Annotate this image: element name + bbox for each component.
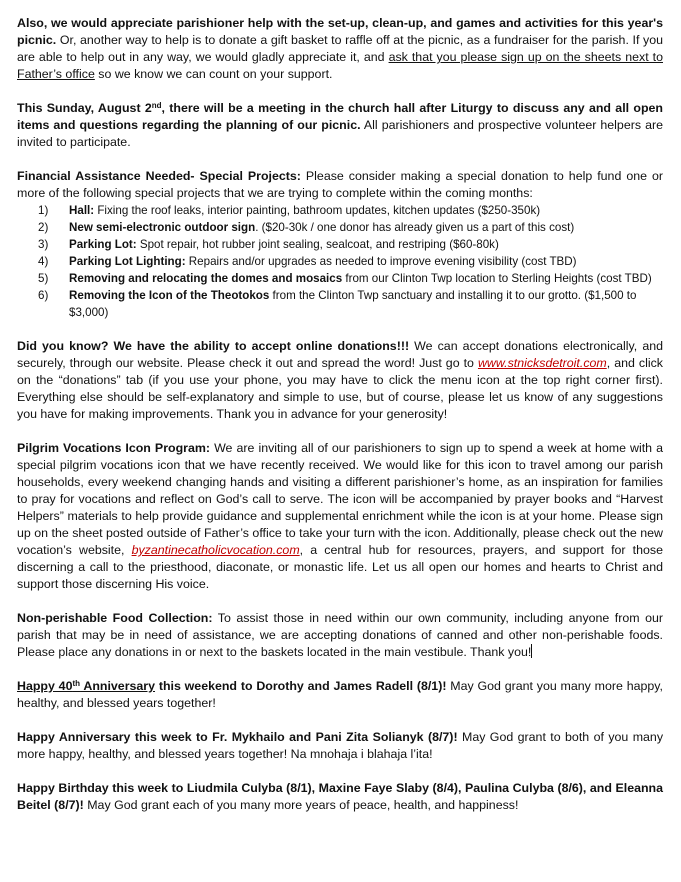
list-item: 4) Parking Lot Lighting: Repairs and/or upgrades as needed to improve evening visibility (cost TBD) [38, 255, 577, 268]
anniversary-lead: Happy Anniversary this week to Fr. Mykhailo and Pani Zita Solianyk (8/7)! [17, 730, 458, 744]
list-item: 5) Removing and relocating the domes and mosaics from our Clinton Twp location to Sterling Heights (cost TBD) [38, 272, 652, 285]
online-lead: Did you know? We have the ability to accept online donations!!! [17, 339, 410, 353]
financial-heading: Financial Assistance Needed- Special Projects: [17, 169, 301, 183]
text-cursor [531, 644, 532, 658]
list-item: 6) Removing the Icon of the Theotokos from the Clinton Twp sanctuary and installing it to our grotto. ($1,500 to $3,000) [38, 289, 637, 319]
pilgrim-heading: Pilgrim Vocations Icon Program: [17, 441, 211, 455]
pilgrim-paragraph: Pilgrim Vocations Icon Program: We are inviting all of our parishioners to sign up to spend a week at home with a special pilgrim vocations icon that we have recently received. We would like for this icon to travel among our parish households, every weekend changing hands and visiting a different parishioner’s home, as an inspiration for families to pray for vocations and reflect on God’s call to serve. The icon will be accompanied by prayer books and “Harvest Helpers” materials to help provide guidance and supplemental enrichment while the icon is at your home. Please sign up on the sheet posted outside of Father’s office to take your turn with the icon. Additionally, please check out the new vocation’s website, byzantinecatholicvocation.com, a central hub for resources, prayers, and support for those discerning a call to the priesthood, diaconate, or monastic life. Let us all open our homes and hearts to Christ and support those discerning His voice. [17, 441, 664, 591]
anniversary40-paragraph: Happy 40th Anniversary this weekend to Dorothy and James Radell (8/1)! May God grant you many more happy, healthy, and blessed years together! [17, 679, 663, 710]
projects-list [17, 202, 663, 321]
picnic-tail: so we know we can count on your support. [94, 67, 333, 81]
vocation-link[interactable]: byzantinecatholicvocation.com [131, 543, 300, 557]
anniversary40-lead: Happy 40th Anniversary [17, 679, 156, 693]
meeting-paragraph [17, 100, 663, 151]
food-heading: Non-perishable Food Collection: [17, 611, 213, 625]
birthday-paragraph: Happy Birthday this week to Liudmila Culyba (8/1), Maxine Faye Slaby (8/4), Paulina Culyba (8/6), and Eleanna Beitel (8/7)! May God grant each of you many more years of peace, health, and happiness! [17, 781, 663, 812]
picnic-lead: Also, we would appreciate parishioner help with the set-up, clean-up, and games and activities for this year's picnic. [17, 16, 663, 47]
meeting-text: All parishioners and prospective volunteer helpers are invited to participate. [17, 118, 663, 149]
financial-intro: Please consider making a special donation to help fund one or more of the following special projects that we are trying to complete within the coming months: [17, 169, 663, 200]
list-item: 2) New semi-electronic outdoor sign. ($20-30k / one donor has already given us a part of this cost) [38, 221, 575, 234]
birthday-lead: Happy Birthday this week to Liudmila Culyba (8/1), Maxine Faye Slaby (8/4), Paulina Culyba (8/6), and Eleanna Beitel (8/7)! [17, 781, 663, 812]
website-link[interactable]: www.stnicksdetroit.com [477, 356, 607, 370]
food-paragraph: Non-perishable Food Collection: To assist those in need within our own community, including anyone from our parish that may be in need of assistance, we are accepting donations of canned and other non-perishable foods. Please place any donations in or next to the baskets located in the main vestibule. Thank you! [17, 611, 663, 659]
picnic-text: Or, another way to help is to donate a gift basket to raffle off at the picnic, as a fundraiser for the parish. If you are able to help out in any way, we would gladly appreciate it, and [17, 33, 663, 64]
anniversary-paragraph: Happy Anniversary this week to Fr. Mykhailo and Pani Zita Solianyk (8/7)! May God grant to both of you many more happy, healthy, and blessed years together! Na mnohaja i blahaja l’ita! [17, 730, 664, 761]
list-item: 3) Parking Lot: Spot repair, hot rubber joint sealing, sealcoat, and restriping ($60-80k) [38, 238, 499, 251]
picnic-paragraph [17, 15, 663, 83]
financial-paragraph [17, 168, 663, 202]
list-item: 1) Hall: Fixing the roof leaks, interior painting, bathroom updates, kitchen updates ($250-350k) [38, 204, 541, 217]
meeting-lead: This Sunday, August 2nd, there will be a meeting in the church hall after Liturgy to discuss any and all open items and questions regarding the planning of our picnic. [17, 101, 663, 132]
online-paragraph: Did you know? We have the ability to accept online donations!!! We can accept donations electronically, and securely, through our website. Please check it out and spread the word! Just go to www.stnicksdetroit.com, and click on the “donations” tab (if you use your phone, you may have to click the menu icon at the top right corner first). Everything else should be self-explanatory and simple to use, but of course, please let us know of any suggestions you have for making improvements. Thank you in advance for your generosity! [17, 339, 663, 421]
signup-request: ask that you please sign up on the sheets next to Father’s office [17, 50, 663, 81]
bulletin-page [17, 15, 663, 831]
